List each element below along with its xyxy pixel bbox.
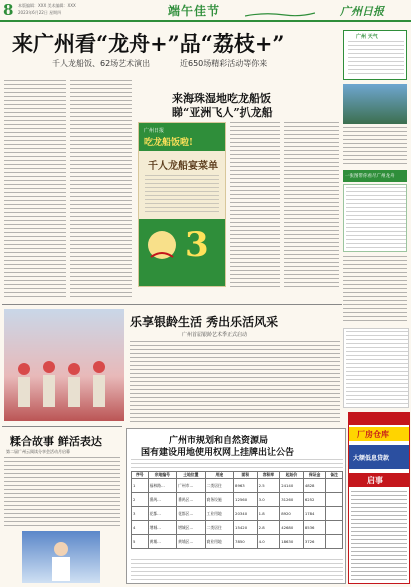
ad-warehouse — [349, 427, 409, 441]
notice-table-header — [132, 472, 343, 479]
performers-illustration — [4, 309, 124, 421]
table-cell: 花都区… — [177, 507, 205, 521]
table-cell: 1.8 — [257, 507, 280, 521]
body-text-block — [70, 80, 132, 298]
table-row — [132, 493, 343, 507]
table-cell: 6252 — [303, 493, 326, 507]
dragon-boat-banner — [343, 170, 407, 182]
second-story — [2, 304, 342, 424]
ad-header-band — [349, 413, 409, 425]
weather-text — [348, 41, 404, 77]
table-cell: 2 — [132, 493, 149, 507]
feature-headline-2: 睇“亚洲飞人”扒龙船 — [172, 106, 273, 119]
date-line: 2023年6月22日 星期四 — [18, 10, 62, 15]
table-cell: 4 — [132, 521, 149, 535]
table-cell — [326, 493, 343, 507]
col-header: 容积率 — [257, 472, 280, 479]
classified-ads — [348, 412, 410, 584]
table-cell: 1 — [132, 479, 149, 493]
banner-text: 一张图带你看尽广州龙舟 — [345, 174, 395, 179]
table-cell: 8536 — [303, 521, 326, 535]
col-header: 起始价 — [280, 472, 304, 479]
poster-mid-line: 吃龙船饭啦! — [144, 138, 193, 148]
notice-title-1: 广州市规划和自然资源局 — [169, 436, 269, 446]
table-cell: 广州市… — [177, 479, 205, 493]
main-headline-block — [2, 26, 340, 74]
table-cell: 番禺… — [148, 493, 176, 507]
table-cell: 黄埔… — [148, 535, 176, 549]
speaker-illustration — [22, 531, 100, 583]
table-cell: 15420 — [234, 521, 258, 535]
table-cell: 31260 — [280, 493, 304, 507]
schedule-table-rows — [346, 187, 406, 251]
col-header: 用途 — [205, 472, 233, 479]
col-header: 宗地编号 — [148, 472, 176, 479]
feature-body-text — [230, 122, 280, 287]
page-header — [0, 0, 411, 22]
body-text-block — [4, 80, 66, 298]
col-header: 序号 — [132, 472, 149, 479]
schedule-table — [343, 184, 407, 252]
table-cell: 商业用地 — [205, 535, 233, 549]
poster-title: 千人龙船宴菜单 — [148, 161, 218, 172]
second-story-body — [130, 341, 340, 423]
table-cell: 黄埔区… — [177, 535, 205, 549]
table-row — [132, 535, 343, 549]
main-subhead-1: 千人龙船饭、62场艺术演出 — [52, 59, 151, 68]
table-cell — [326, 521, 343, 535]
table-cell: 福林路… — [148, 479, 176, 493]
events-list — [343, 328, 409, 408]
third-story-body — [4, 457, 120, 527]
poster-brand: 广州日报 — [144, 128, 165, 134]
feature-headline-1: 来海珠湿地吃龙船饭 — [172, 92, 271, 105]
table-cell: 增城区… — [177, 521, 205, 535]
table-row — [132, 521, 343, 535]
feature-box — [136, 76, 341, 301]
third-story — [2, 426, 122, 584]
table-cell: 42680 — [280, 521, 304, 535]
table-row — [132, 479, 343, 493]
table-cell: 二类居住 — [205, 479, 233, 493]
masthead: 广州日报 — [340, 5, 384, 18]
ad-notice — [349, 473, 409, 487]
col-header: 土地位置 — [177, 472, 205, 479]
ad-listings — [351, 491, 407, 581]
table-cell: 工业用地 — [205, 507, 233, 521]
notice-table — [131, 471, 343, 549]
table-cell: 8963 — [234, 479, 258, 493]
table-cell: 1784 — [303, 507, 326, 521]
table-cell: 20340 — [234, 507, 258, 521]
table-cell: 花都… — [148, 507, 176, 521]
third-story-subhead: 第二届广州云阅读分享会活动月启幕 — [6, 449, 70, 454]
table-cell: 4828 — [303, 479, 326, 493]
notice-title-2: 国有建设用地使用权网上挂牌出让公告 — [141, 448, 295, 458]
ad-warehouse-title: 厂房仓库 — [357, 429, 389, 439]
feature-body-text-2 — [284, 122, 339, 287]
table-cell: 二类居住 — [205, 521, 233, 535]
notice-footer-text — [131, 559, 343, 581]
table-cell — [326, 507, 343, 521]
table-cell: 2.5 — [257, 479, 280, 493]
second-story-headline: 乐享银龄生活 秀出乐活风采 — [130, 315, 279, 329]
third-story-headline: 糅合故事 鲜活表达 — [10, 435, 102, 448]
weather-title: 广州 天气 — [356, 34, 378, 40]
col-header: 面积 — [234, 472, 258, 479]
ad-promo-text: 大额低息贷款 — [353, 455, 390, 462]
second-story-photo — [4, 309, 124, 421]
right-sidebar — [343, 24, 409, 324]
table-row — [132, 507, 343, 521]
sidebar-text-1 — [343, 127, 407, 167]
table-cell: 18630 — [280, 535, 304, 549]
table-cell: 2.8 — [257, 521, 280, 535]
table-cell: 8920 — [280, 507, 304, 521]
table-cell — [326, 535, 343, 549]
table-cell: 增城… — [148, 521, 176, 535]
second-story-subhead: 广州首届银龄艺术季正式启动 — [182, 332, 248, 338]
main-subhead-2: 近650场精彩活动等你来 — [180, 59, 268, 68]
table-cell: 12560 — [234, 493, 258, 507]
sidebar-text-2 — [343, 256, 407, 322]
table-cell: 4.0 — [257, 535, 280, 549]
third-story-photo — [22, 531, 100, 583]
main-article-body-col2 — [70, 80, 132, 298]
table-cell — [326, 479, 343, 493]
events-list-rows — [346, 331, 408, 407]
ad-notice-title: 启事 — [367, 475, 383, 485]
section-title: 端午佳节 — [168, 4, 221, 18]
dragon-boat-icon — [245, 4, 315, 14]
table-cell: 3.0 — [257, 493, 280, 507]
poster-dragon-icon — [145, 227, 179, 267]
table-cell: 3 — [132, 507, 149, 521]
table-cell: 3726 — [303, 535, 326, 549]
table-cell: 5 — [132, 535, 149, 549]
weather-box — [343, 30, 407, 80]
ad-promo — [349, 445, 409, 469]
poster-menu-list — [145, 175, 219, 215]
page-number: 8 — [3, 1, 14, 19]
table-cell: 番禺区… — [177, 493, 205, 507]
col-header: 备注 — [326, 472, 343, 479]
public-notice — [126, 428, 346, 584]
poster-big-number: 3 — [185, 225, 209, 265]
table-cell: 商务设施 — [205, 493, 233, 507]
col-header: 保证金 — [303, 472, 326, 479]
menu-poster — [138, 122, 226, 287]
main-headline: 来广州看“龙舟+”品“荔枝+” — [12, 31, 285, 56]
edition-meta: 本版编辑：XXX 美术编辑：XXX — [18, 3, 76, 8]
table-cell: 24140 — [280, 479, 304, 493]
notice-intro — [131, 459, 343, 469]
table-cell: 7850 — [234, 535, 258, 549]
main-article-body-left — [4, 80, 66, 298]
dragon-boat-photo — [343, 84, 407, 124]
